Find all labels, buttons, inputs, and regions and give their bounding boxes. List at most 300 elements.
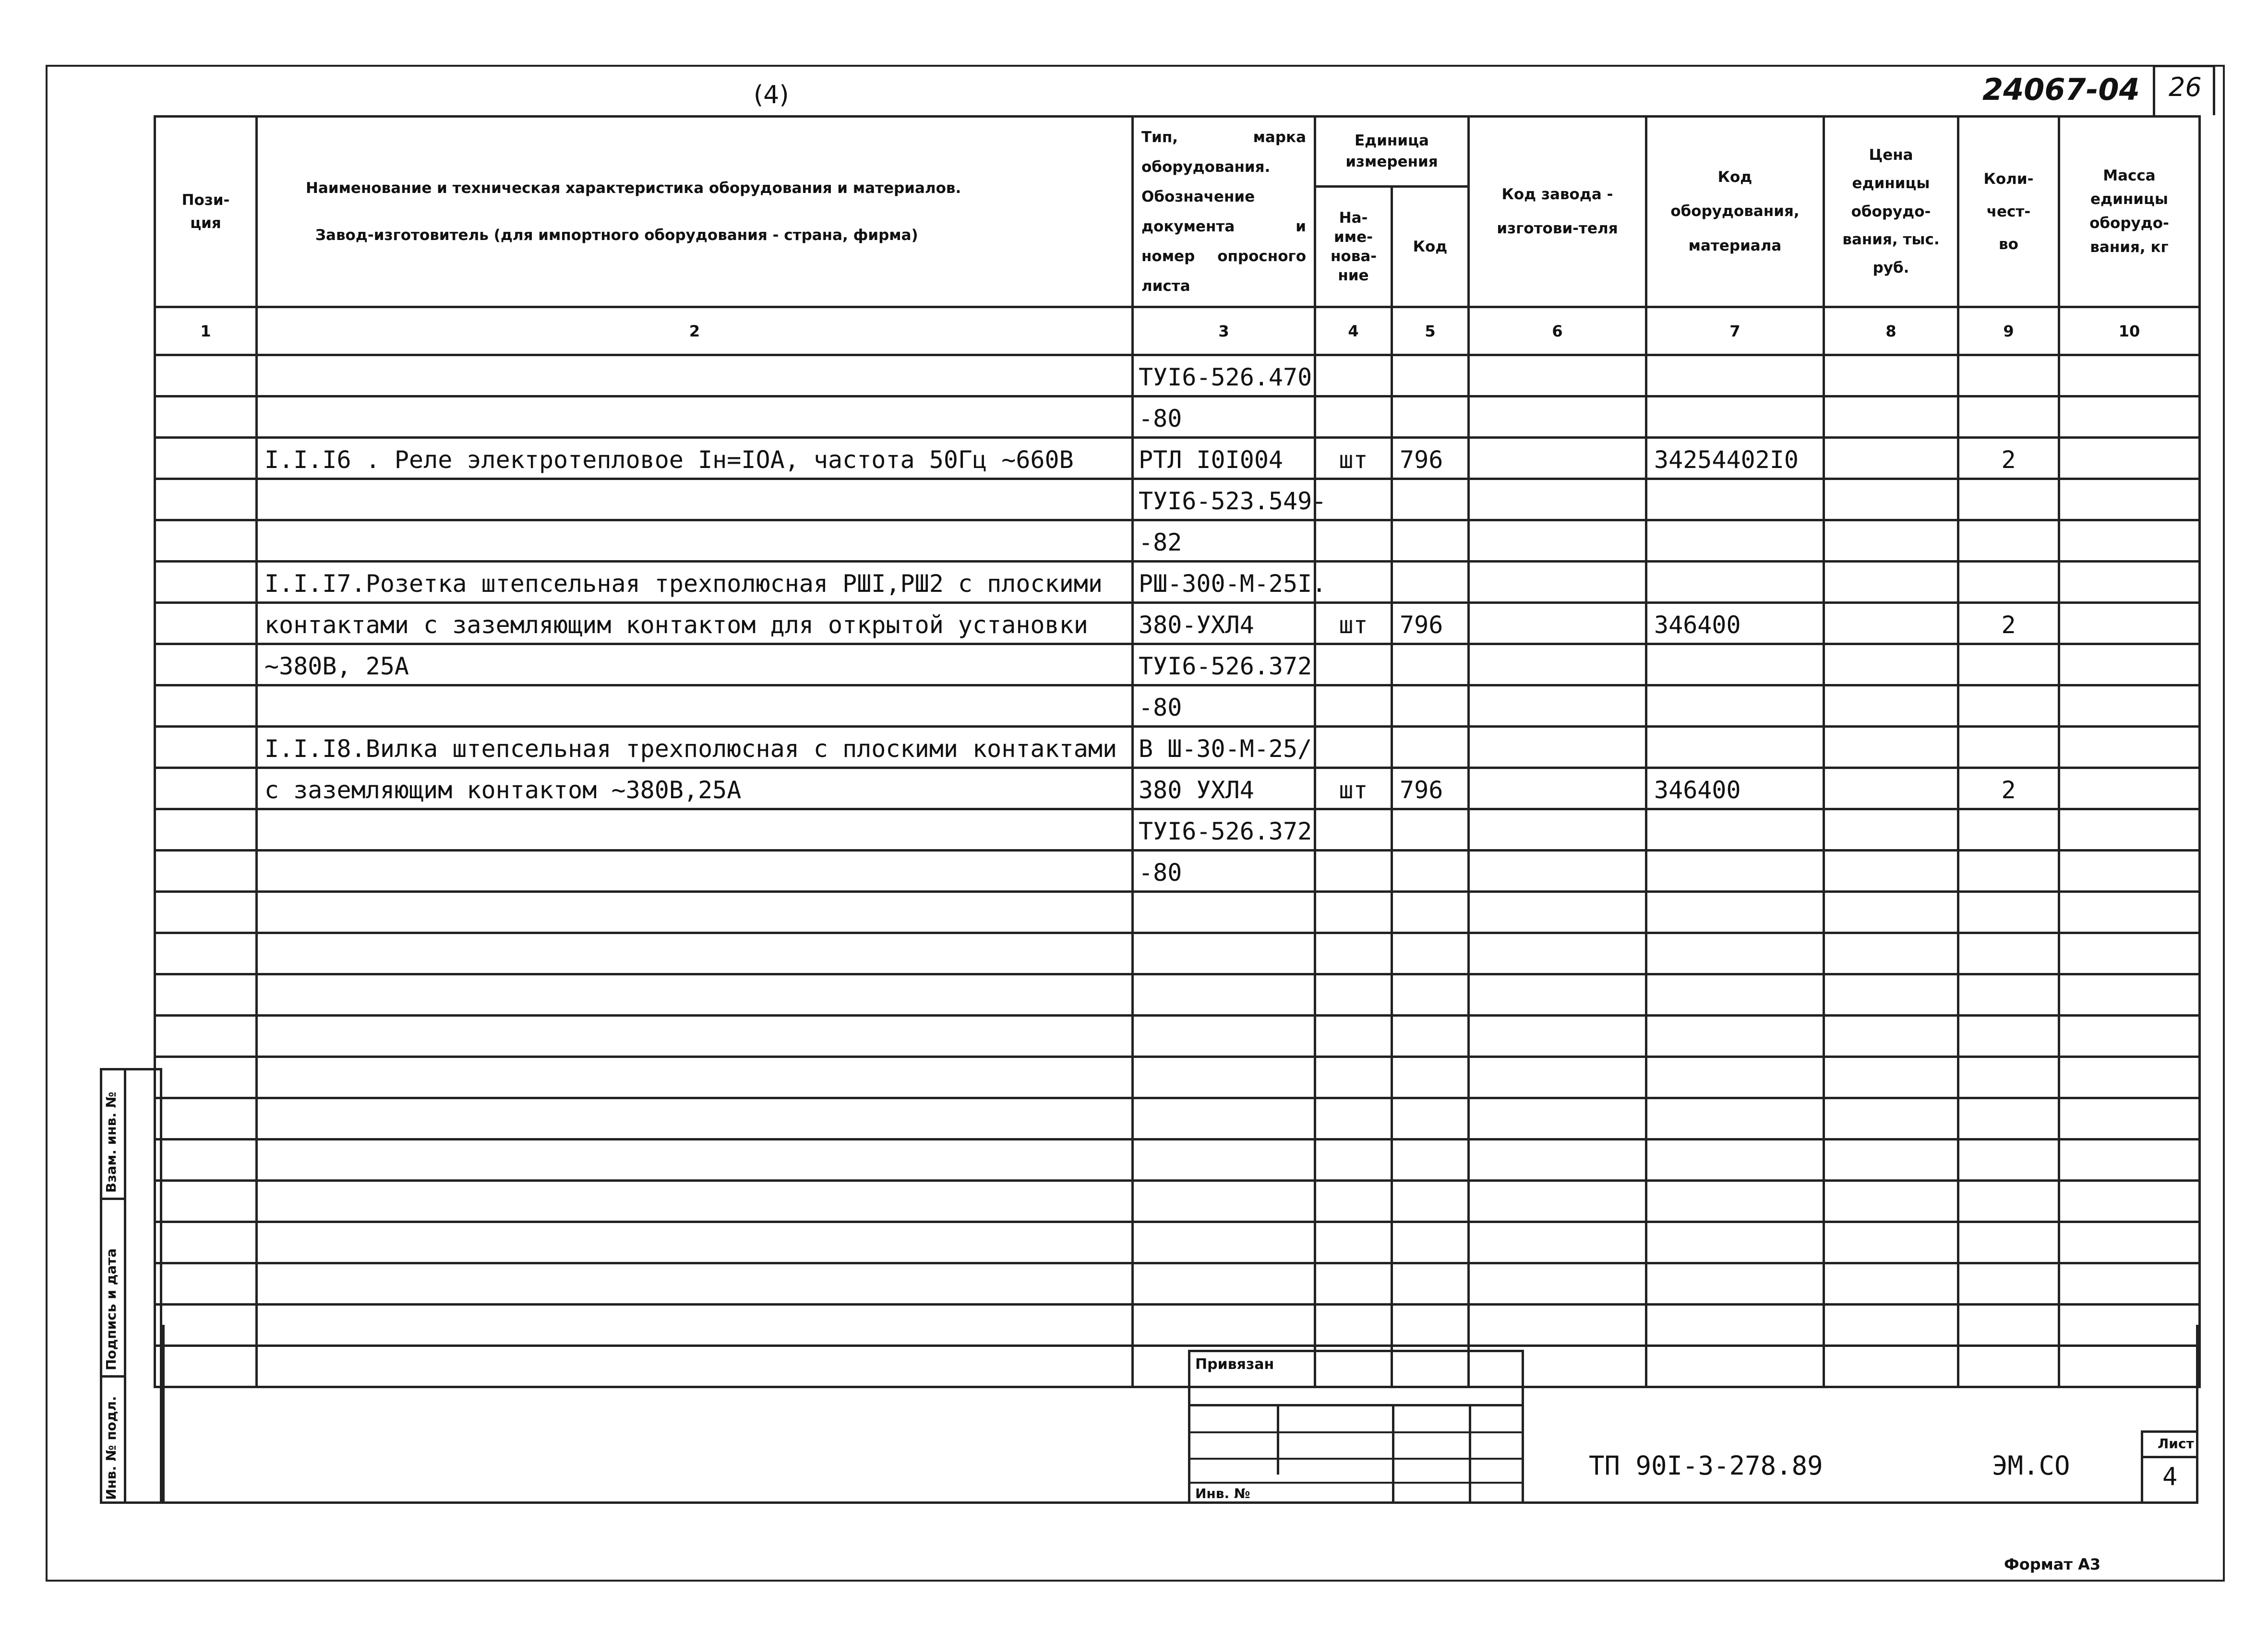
- cell-type: [1133, 1222, 1315, 1263]
- cell-name: [257, 520, 1133, 562]
- sheet-label: Лист: [2158, 1436, 2194, 1452]
- cell-plant-code: [1469, 1222, 1646, 1263]
- cell-quantity: [1958, 1016, 2059, 1057]
- column-number-row: [155, 307, 2200, 355]
- cell-equipment-code: [1646, 1098, 1824, 1140]
- cell-unit: [1315, 1222, 1392, 1263]
- cell-type: РШ-300-М-25I.: [1133, 562, 1315, 603]
- cell-unit: [1315, 520, 1392, 562]
- cell-quantity: [1958, 974, 2059, 1016]
- cell-price: [1824, 438, 1958, 479]
- cell-equipment-code: [1646, 974, 1824, 1016]
- cell-price: [1824, 396, 1958, 438]
- cell-unit: [1315, 396, 1392, 438]
- binding-stamp-inv: Инв. №: [1195, 1486, 1250, 1501]
- binding-stamp: [1188, 1350, 1524, 1504]
- sheet-box: [2141, 1430, 2198, 1504]
- stamp-line: [1277, 1404, 1279, 1475]
- cell-mass: [2059, 809, 2200, 851]
- cell-unit: [1315, 562, 1392, 603]
- cell-name: I.I.I8.Вилка штепсельная трехполюсная с плоскими контактами: [257, 727, 1133, 768]
- cell-name: [257, 974, 1133, 1016]
- cell-name: [257, 1016, 1133, 1057]
- cell-unit: [1315, 1181, 1392, 1222]
- cell-position: [155, 768, 257, 809]
- cell-unit-code: [1392, 355, 1469, 396]
- cell-type: В Ш-30-М-25/: [1133, 727, 1315, 768]
- table-row: [155, 603, 2200, 644]
- cell-name: [257, 851, 1133, 892]
- cell-unit: шт: [1315, 438, 1392, 479]
- cell-type: ТУI6-526.470: [1133, 355, 1315, 396]
- cell-position: [155, 1181, 257, 1222]
- cell-plant-code: [1469, 562, 1646, 603]
- cell-unit: [1315, 1016, 1392, 1057]
- cell-type: [1133, 933, 1315, 974]
- table-row: [155, 1016, 2200, 1057]
- format-label: Формат А3: [2004, 1555, 2101, 1573]
- table-row: [155, 685, 2200, 727]
- cell-position: [155, 603, 257, 644]
- cell-equipment-code: [1646, 851, 1824, 892]
- cell-plant-code: [1469, 974, 1646, 1016]
- cell-quantity: [1958, 851, 2059, 892]
- cell-price: [1824, 809, 1958, 851]
- cell-unit-code: 796: [1392, 768, 1469, 809]
- cell-equipment-code: 346400: [1646, 768, 1824, 809]
- header-type: Тип, марка оборудования. Обозначение документа и номер опросного листа: [1133, 117, 1315, 307]
- cell-price: [1824, 933, 1958, 974]
- stamp-line: [1190, 1404, 1522, 1406]
- cell-quantity: [1958, 562, 2059, 603]
- cell-price: [1824, 892, 1958, 933]
- cell-position: [155, 851, 257, 892]
- cell-equipment-code: [1646, 562, 1824, 603]
- table-row: [155, 768, 2200, 809]
- table-row: [155, 355, 2200, 396]
- cell-type: [1133, 1057, 1315, 1098]
- cell-name: I.I.I6 . Реле электротепловое Iн=IOA, частота 50Гц ~660В: [257, 438, 1133, 479]
- cell-equipment-code: [1646, 727, 1824, 768]
- cell-quantity: [1958, 1181, 2059, 1222]
- cell-quantity: 2: [1958, 603, 2059, 644]
- column-number: 3: [1133, 307, 1315, 355]
- cell-price: [1824, 479, 1958, 520]
- cell-plant-code: [1469, 1098, 1646, 1140]
- cell-plant-code: [1469, 644, 1646, 685]
- cell-unit: [1315, 851, 1392, 892]
- cell-unit-code: [1392, 1057, 1469, 1098]
- header-mass: Масса единицы оборудо-вания, кг: [2059, 117, 2200, 307]
- stamp-line: [1190, 1458, 1522, 1460]
- cell-quantity: [1958, 1057, 2059, 1098]
- cell-mass: [2059, 1181, 2200, 1222]
- sheet-marker: (4): [754, 81, 789, 109]
- table-body: [155, 355, 2200, 1387]
- side-divider: [100, 1198, 126, 1200]
- side-label-signature-date: Подпись и дата: [103, 1248, 119, 1370]
- cell-name: [257, 809, 1133, 851]
- cell-mass: [2059, 562, 2200, 603]
- cell-mass: [2059, 685, 2200, 727]
- page-number: 26: [2169, 72, 2202, 102]
- side-divider: [100, 1375, 126, 1378]
- cell-price: [1824, 1057, 1958, 1098]
- cell-type: РТЛ I0I004: [1133, 438, 1315, 479]
- cell-price: [1824, 768, 1958, 809]
- column-number: 1: [155, 307, 257, 355]
- cell-position: [155, 1098, 257, 1140]
- cell-mass: [2059, 1016, 2200, 1057]
- cell-plant-code: [1469, 892, 1646, 933]
- cell-unit: [1315, 685, 1392, 727]
- cell-position: [155, 644, 257, 685]
- cell-mass: [2059, 974, 2200, 1016]
- cell-equipment-code: [1646, 1057, 1824, 1098]
- cell-price: [1824, 1181, 1958, 1222]
- header-name-line1: Наименование и техническая характеристика оборудования и материалов.: [306, 179, 961, 197]
- table-row: [155, 644, 2200, 685]
- cell-mass: [2059, 1263, 2200, 1305]
- cell-unit-code: [1392, 562, 1469, 603]
- cell-unit-code: [1392, 1016, 1469, 1057]
- document-number: 24067-04: [1982, 72, 2140, 107]
- cell-plant-code: [1469, 1181, 1646, 1222]
- cell-position: [155, 479, 257, 520]
- cell-quantity: [1958, 1222, 2059, 1263]
- column-number: 6: [1469, 307, 1646, 355]
- cell-mass: [2059, 644, 2200, 685]
- cell-plant-code: [1469, 933, 1646, 974]
- cell-equipment-code: [1646, 1222, 1824, 1263]
- table-row: [155, 562, 2200, 603]
- cell-unit: шт: [1315, 603, 1392, 644]
- cell-mass: [2059, 438, 2200, 479]
- cell-unit-code: [1392, 974, 1469, 1016]
- sheet-number: 4: [2162, 1463, 2178, 1491]
- cell-equipment-code: [1646, 933, 1824, 974]
- cell-unit-code: [1392, 727, 1469, 768]
- cell-unit-code: [1392, 851, 1469, 892]
- cell-unit: [1315, 1098, 1392, 1140]
- cell-name: [257, 1057, 1133, 1098]
- header-unit-code: Код: [1392, 187, 1469, 307]
- cell-price: [1824, 603, 1958, 644]
- cell-quantity: [1958, 1140, 2059, 1181]
- cell-quantity: [1958, 685, 2059, 727]
- cell-price: [1824, 644, 1958, 685]
- cell-plant-code: [1469, 355, 1646, 396]
- cell-position: [155, 562, 257, 603]
- cell-quantity: [1958, 479, 2059, 520]
- cell-unit-code: [1392, 933, 1469, 974]
- cell-mass: [2059, 1057, 2200, 1098]
- cell-unit: шт: [1315, 768, 1392, 809]
- cell-name: [257, 1140, 1133, 1181]
- cell-plant-code: [1469, 438, 1646, 479]
- table-row: [155, 809, 2200, 851]
- cell-mass: [2059, 1222, 2200, 1263]
- cell-mass: [2059, 520, 2200, 562]
- cell-plant-code: [1469, 603, 1646, 644]
- header-quantity: Коли-чест-во: [1958, 117, 2059, 307]
- cell-equipment-code: [1646, 479, 1824, 520]
- header-unit-name: На-име-нова-ние: [1315, 187, 1392, 307]
- cell-unit-code: 796: [1392, 438, 1469, 479]
- cell-price: [1824, 520, 1958, 562]
- cell-unit: [1315, 1263, 1392, 1305]
- cell-type: ТУI6-523.549-: [1133, 479, 1315, 520]
- cell-unit-code: [1392, 1263, 1469, 1305]
- cell-position: [155, 1140, 257, 1181]
- cell-position: [155, 892, 257, 933]
- cell-plant-code: [1469, 809, 1646, 851]
- header-position: Пози- ция: [155, 117, 257, 307]
- cell-name: [257, 396, 1133, 438]
- cell-equipment-code: [1646, 1140, 1824, 1181]
- cell-name: с заземляющим контактом ~380В,25А: [257, 768, 1133, 809]
- cell-equipment-code: [1646, 892, 1824, 933]
- cell-plant-code: [1469, 1016, 1646, 1057]
- table-row: [155, 1098, 2200, 1140]
- cell-unit: [1315, 809, 1392, 851]
- cell-quantity: [1958, 809, 2059, 851]
- table-row: [155, 727, 2200, 768]
- table-row: [155, 1057, 2200, 1098]
- cell-mass: [2059, 768, 2200, 809]
- cell-unit: [1315, 355, 1392, 396]
- cell-name: [257, 892, 1133, 933]
- cell-unit-code: [1392, 1181, 1469, 1222]
- cell-price: [1824, 685, 1958, 727]
- column-number: 9: [1958, 307, 2059, 355]
- stamp-line: [1190, 1482, 1522, 1484]
- binding-stamp-title: Привязан: [1195, 1356, 1274, 1373]
- cell-type: [1133, 1016, 1315, 1057]
- cell-name: [257, 1222, 1133, 1263]
- cell-type: ТУI6-526.372: [1133, 809, 1315, 851]
- cell-type: [1133, 1181, 1315, 1222]
- cell-unit-code: [1392, 520, 1469, 562]
- cell-unit-code: 796: [1392, 603, 1469, 644]
- cell-mass: [2059, 1140, 2200, 1181]
- cell-quantity: 2: [1958, 438, 2059, 479]
- side-divider: [124, 1068, 126, 1504]
- cell-equipment-code: [1646, 1263, 1824, 1305]
- cell-mass: [2059, 355, 2200, 396]
- cell-name: контактами с заземляющим контактом для открытой установки: [257, 603, 1133, 644]
- cell-name: [257, 1181, 1133, 1222]
- cell-unit: [1315, 933, 1392, 974]
- cell-price: [1824, 1016, 1958, 1057]
- cell-unit-code: [1392, 809, 1469, 851]
- cell-unit: [1315, 727, 1392, 768]
- cell-quantity: [1958, 396, 2059, 438]
- cell-name: [257, 1098, 1133, 1140]
- cell-unit: [1315, 479, 1392, 520]
- table-row: [155, 479, 2200, 520]
- cell-quantity: [1958, 933, 2059, 974]
- header-row: [155, 117, 2200, 187]
- cell-unit-code: [1392, 685, 1469, 727]
- cell-unit-code: [1392, 644, 1469, 685]
- cell-type: 380 УХЛ4: [1133, 768, 1315, 809]
- cell-quantity: [1958, 520, 2059, 562]
- cell-equipment-code: [1646, 644, 1824, 685]
- table-row: [155, 396, 2200, 438]
- cell-mass: [2059, 933, 2200, 974]
- cell-name: [257, 1263, 1133, 1305]
- stamp-line: [1190, 1431, 1522, 1433]
- cell-type: ТУI6-526.372: [1133, 644, 1315, 685]
- column-number: 7: [1646, 307, 1824, 355]
- stamp-line: [1469, 1404, 1471, 1501]
- cell-quantity: [1958, 1098, 2059, 1140]
- header-price: Цена единицы оборудо-вания, тыс. руб.: [1824, 117, 1958, 307]
- stamp-line: [1392, 1404, 1394, 1501]
- cell-equipment-code: [1646, 520, 1824, 562]
- cell-position: [155, 520, 257, 562]
- cell-name: [257, 479, 1133, 520]
- header-name: [257, 117, 1133, 307]
- sheet-box-line: [2143, 1456, 2198, 1458]
- cell-unit: [1315, 644, 1392, 685]
- cell-equipment-code: 346400: [1646, 603, 1824, 644]
- cell-unit-code: [1392, 1222, 1469, 1263]
- cell-position: [155, 396, 257, 438]
- cell-equipment-code: [1646, 1016, 1824, 1057]
- cell-mass: [2059, 892, 2200, 933]
- cell-price: [1824, 562, 1958, 603]
- cell-equipment-code: [1646, 809, 1824, 851]
- table-row: [155, 438, 2200, 479]
- table-row: [155, 1140, 2200, 1181]
- cell-mass: [2059, 479, 2200, 520]
- cell-quantity: [1958, 355, 2059, 396]
- cell-mass: [2059, 727, 2200, 768]
- cell-plant-code: [1469, 1140, 1646, 1181]
- header-name-line2: Завод-изготовитель (для импортного оборудования - страна, фирма): [315, 227, 918, 244]
- cell-quantity: [1958, 644, 2059, 685]
- cell-position: [155, 1263, 257, 1305]
- cell-equipment-code: [1646, 396, 1824, 438]
- cell-position: [155, 1222, 257, 1263]
- cell-price: [1824, 1263, 1958, 1305]
- column-number: 2: [257, 307, 1133, 355]
- cell-plant-code: [1469, 479, 1646, 520]
- cell-name: I.I.I7.Розетка штепсельная трехполюсная РШI,РШ2 с плоскими: [257, 562, 1133, 603]
- cell-plant-code: [1469, 396, 1646, 438]
- cell-unit-code: [1392, 479, 1469, 520]
- cell-equipment-code: [1646, 355, 1824, 396]
- table-row: [155, 1263, 2200, 1305]
- cell-name: [257, 933, 1133, 974]
- table-row: [155, 1222, 2200, 1263]
- cell-position: [155, 355, 257, 396]
- cell-plant-code: [1469, 727, 1646, 768]
- cell-position: [155, 685, 257, 727]
- specification-table: [154, 115, 2201, 1388]
- cell-type: -82: [1133, 520, 1315, 562]
- cell-price: [1824, 1098, 1958, 1140]
- cell-type: -80: [1133, 396, 1315, 438]
- cell-unit-code: [1392, 1098, 1469, 1140]
- cell-plant-code: [1469, 768, 1646, 809]
- column-number: 4: [1315, 307, 1392, 355]
- cell-position: [155, 809, 257, 851]
- column-number: 10: [2059, 307, 2200, 355]
- cell-unit: [1315, 892, 1392, 933]
- header-plant-code: Код завода - изготови-теля: [1469, 117, 1646, 307]
- cell-quantity: [1958, 727, 2059, 768]
- header-unit-group: Единица измерения: [1315, 117, 1469, 187]
- header-equipment-code: Код оборудования, материала: [1646, 117, 1824, 307]
- cell-price: [1824, 1140, 1958, 1181]
- cell-mass: [2059, 851, 2200, 892]
- cell-plant-code: [1469, 685, 1646, 727]
- cell-equipment-code: [1646, 685, 1824, 727]
- cell-type: [1133, 1263, 1315, 1305]
- cell-unit-code: [1392, 892, 1469, 933]
- cell-equipment-code: [1646, 1181, 1824, 1222]
- cell-plant-code: [1469, 1057, 1646, 1098]
- title-block-frame: [162, 1325, 2198, 1504]
- side-label-original-inv: Инв. № подл.: [103, 1396, 119, 1500]
- cell-mass: [2059, 396, 2200, 438]
- cell-name: [257, 355, 1133, 396]
- cell-position: [155, 727, 257, 768]
- cell-price: [1824, 1222, 1958, 1263]
- cell-mass: [2059, 1098, 2200, 1140]
- cell-type: -80: [1133, 851, 1315, 892]
- table-row: [155, 1181, 2200, 1222]
- cell-type: [1133, 1140, 1315, 1181]
- cell-position: [155, 438, 257, 479]
- cell-type: [1133, 974, 1315, 1016]
- cell-plant-code: [1469, 851, 1646, 892]
- table-row: [155, 933, 2200, 974]
- cell-type: 380-УХЛ4: [1133, 603, 1315, 644]
- table-row: [155, 974, 2200, 1016]
- cell-type: [1133, 1098, 1315, 1140]
- cell-type: [1133, 892, 1315, 933]
- table-row: [155, 892, 2200, 933]
- cell-quantity: 2: [1958, 768, 2059, 809]
- column-number: 5: [1392, 307, 1469, 355]
- cell-plant-code: [1469, 1263, 1646, 1305]
- cell-price: [1824, 851, 1958, 892]
- cell-name: ~380В, 25А: [257, 644, 1133, 685]
- document-code: ТП 90I-3-278.89: [1589, 1451, 1823, 1481]
- cell-position: [155, 1057, 257, 1098]
- cell-name: [257, 685, 1133, 727]
- cell-plant-code: [1469, 520, 1646, 562]
- cell-price: [1824, 727, 1958, 768]
- column-number: 8: [1824, 307, 1958, 355]
- cell-unit: [1315, 1140, 1392, 1181]
- cell-position: [155, 974, 257, 1016]
- cell-unit: [1315, 974, 1392, 1016]
- table-row: [155, 851, 2200, 892]
- cell-price: [1824, 974, 1958, 1016]
- cell-unit: [1315, 1057, 1392, 1098]
- cell-unit-code: [1392, 1140, 1469, 1181]
- document-mark: ЭМ.СО: [1992, 1451, 2070, 1481]
- cell-unit-code: [1392, 396, 1469, 438]
- cell-mass: [2059, 603, 2200, 644]
- side-label-replacement-inv: Взам. инв. №: [103, 1092, 119, 1193]
- cell-type: -80: [1133, 685, 1315, 727]
